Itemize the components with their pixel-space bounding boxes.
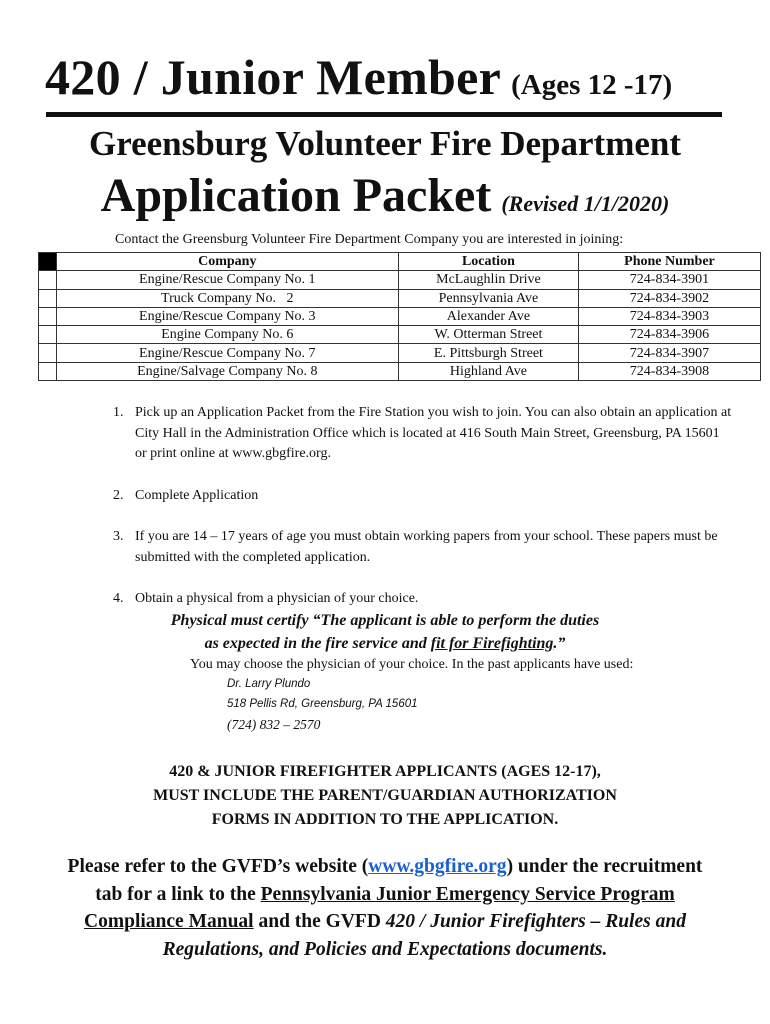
phone-cell: 724-834-3908 — [578, 362, 760, 380]
company-cell: Engine/Salvage Company No. 8 — [56, 362, 398, 380]
location-cell: E. Pittsburgh Street — [398, 344, 578, 362]
table-row — [39, 307, 761, 325]
column-header-phone: Phone Number — [578, 253, 760, 271]
org-name: Greensburg Volunteer Fire Department — [88, 124, 682, 163]
doctor-name: Dr. Larry Plundo — [227, 678, 311, 690]
header-checkbox[interactable] — [39, 253, 57, 271]
step-text: If you are 14 – 17 years of age you must obtain working papers from your school. These papers must be submitted with the completed application. — [135, 529, 718, 565]
table-row — [39, 344, 761, 362]
title-rule — [46, 112, 722, 117]
location-cell: W. Otterman Street — [398, 326, 578, 344]
step-text: Obtain a physical from a physician of your choice. — [135, 591, 419, 606]
companies-table — [38, 252, 761, 381]
authorization-notice — [0, 760, 770, 832]
row-checkbox[interactable] — [39, 326, 57, 344]
doctor-address: 518 Pellis Rd, Greensburg, PA 15601 — [227, 698, 418, 710]
pa-junior-program-link[interactable]: Pennsylvania Junior Emergency Service Program — [260, 883, 675, 905]
title-ages: (Ages 12 -17) — [511, 69, 673, 101]
row-checkbox[interactable] — [39, 271, 57, 289]
table-row — [39, 289, 761, 307]
revised-date: (Revised 1/1/2020) — [501, 191, 670, 216]
table-header-row — [39, 253, 761, 271]
refer-line-1 — [0, 853, 770, 881]
contact-intro: Contact the Greensburg Volunteer Fire Department Company you are interested in joining: — [115, 232, 624, 247]
phone-cell: 724-834-3902 — [578, 289, 760, 307]
notice-line-1: 420 & JUNIOR FIREFIGHTER APPLICANTS (AGES 12-17), — [169, 763, 601, 780]
company-cell: Engine/Rescue Company No. 7 — [56, 344, 398, 362]
steps-list — [113, 403, 733, 631]
refer-line-2 — [0, 881, 770, 909]
table-row — [39, 362, 761, 380]
certify-line-2-end: .” — [553, 635, 566, 652]
list-item — [113, 403, 733, 465]
step-text: Complete Application — [135, 487, 259, 503]
notice-line-3: FORMS IN ADDITION TO THE APPLICATION. — [211, 811, 559, 828]
refer-text: ) under the recruitment — [506, 856, 703, 877]
company-cell: Engine/Rescue Company No. 1 — [56, 271, 398, 289]
website-reference — [0, 853, 770, 963]
compliance-manual-link[interactable]: Compliance Manual — [84, 911, 254, 932]
phone-cell: 724-834-3907 — [578, 344, 760, 362]
gvfd-website-link[interactable]: www.gbgfire.org — [368, 856, 507, 877]
company-cell: Truck Company No. 2 — [56, 289, 398, 307]
table-row — [39, 271, 761, 289]
list-item — [113, 486, 733, 507]
page-title — [45, 48, 725, 106]
doctor-phone: (724) 832 – 2570 — [227, 717, 321, 732]
step-number: 3. — [113, 529, 124, 544]
title-main: 420 / Junior Member — [45, 49, 502, 105]
list-item — [113, 589, 733, 610]
certify-line-2 — [0, 632, 770, 655]
column-header-company: Company — [56, 253, 398, 271]
company-cell: Engine Company No. 6 — [56, 326, 398, 344]
row-checkbox[interactable] — [39, 307, 57, 325]
refer-line-3 — [0, 908, 770, 936]
notice-line-2: MUST INCLUDE THE PARENT/GUARDIAN AUTHORIZATION — [153, 787, 617, 804]
packet-heading — [0, 168, 770, 223]
rules-doc-title: 420 / Junior Firefighters – Rules and — [385, 911, 686, 932]
location-cell: Highland Ave — [398, 362, 578, 380]
physical-certification — [0, 609, 770, 655]
row-checkbox[interactable] — [39, 362, 57, 380]
refer-line-4: Regulations, and Policies and Expectations documents. — [162, 938, 608, 960]
refer-text: Please refer to the GVFD’s website ( — [67, 856, 369, 877]
physician-choice-text: You may choose the physician of your choice. In the past applicants have used: — [190, 657, 634, 672]
refer-text: tab for a link to the — [95, 883, 261, 905]
step-number: 2. — [113, 487, 124, 503]
fit-for-firefighting: fit for Firefighting — [430, 635, 554, 652]
refer-text: and the GVFD — [253, 911, 386, 932]
column-header-location: Location — [398, 253, 578, 271]
table-row — [39, 326, 761, 344]
company-cell: Engine/Rescue Company No. 3 — [56, 307, 398, 325]
phone-cell: 724-834-3901 — [578, 271, 760, 289]
phone-cell: 724-834-3903 — [578, 307, 760, 325]
step-number: 4. — [113, 591, 124, 606]
row-checkbox[interactable] — [39, 289, 57, 307]
row-checkbox[interactable] — [39, 344, 57, 362]
step-text: Pick up an Application Packet from the Fire Station you wish to join. You can also obtain an application at City Hall in the Administration Office which is located at 416 South Main Street, Greensburg, PA 15601 or print online at www.gbgfire.org. — [135, 405, 732, 461]
phone-cell: 724-834-3906 — [578, 326, 760, 344]
certify-line-1: Physical must certify “The applicant is able to perform the duties — [170, 612, 600, 629]
list-item — [113, 527, 733, 568]
location-cell: McLaughlin Drive — [398, 271, 578, 289]
packet-title: Application Packet — [100, 169, 492, 222]
certify-line-2-text: as expected in the fire service and — [204, 635, 431, 652]
location-cell: Alexander Ave — [398, 307, 578, 325]
step-number: 1. — [113, 405, 124, 420]
location-cell: Pennsylvania Ave — [398, 289, 578, 307]
